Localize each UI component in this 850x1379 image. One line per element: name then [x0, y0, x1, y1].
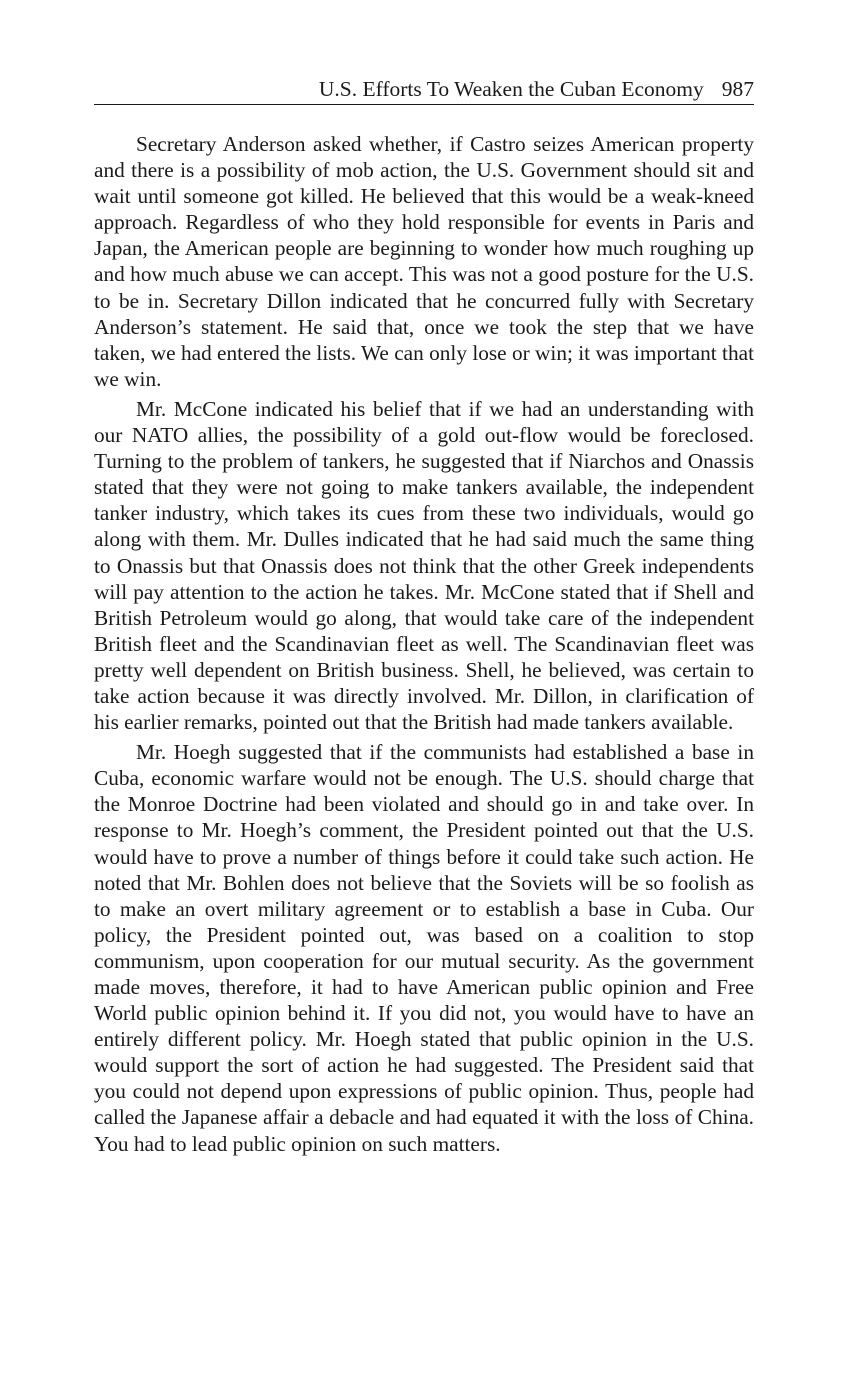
running-header	[94, 74, 754, 105]
header-title: U.S. Efforts To Weaken the Cuban Economy	[318, 77, 704, 101]
paragraph-anderson: Secretary Anderson asked whether, if Castro seizes American property and there is a possibility of mob action, the U.S. Government should sit and wait until someone got killed. He believed that this would be a weak-kneed approach. Regardless of who they hold responsible for events in Paris and Japan, the American people are beginning to wonder how much roughing up and how much abuse we can accept. This was not a good posture for the U.S. to be in. Secretary Dillon indicated that he concurred fully with Secretary Anderson’s statement. He said that, once we took the step that we have taken, we had entered the lists. We can only lose or win; it was important that we win.	[94, 132, 754, 391]
paragraph-hoegh: Mr. Hoegh suggested that if the communists had established a base in Cuba, economic warfare would not be enough. The U.S. should charge that the Monroe Doctrine had been violated and should go in and take over. In response to Mr. Hoegh’s comment, the President pointed out that the U.S. would have to prove a number of things before it could take such action. He noted that Mr. Bohlen does not believe that the Soviets will be so foolish as to make an overt military agreement or to establish a base in Cuba. Our policy, the President pointed out, was based on a coalition to stop communism, upon cooperation for our mutual security. As the government made moves, therefore, it had to have American public opinion and Free World public opinion behind it. If you did not, you would have to have an entirely different policy. Mr. Hoegh stated that public opinion in the U.S. would support the sort of action he had suggested. The President said that you could not depend upon expressions of public opinion. Thus, people had called the Japanese affair a debacle and had equated it with the loss of China. You had to lead public opinion on such matters.	[94, 740, 754, 1156]
paragraph-mccone: Mr. McCone indicated his belief that if we had an understanding with our NATO allies, the possibility of a gold out-flow would be foreclosed. Turning to the problem of tankers, he suggested that if Niarchos and Onassis stated that they were not going to make tankers available, the independent tanker industry, which takes its cues from these two individuals, would go along with them. Mr. Dulles indicated that he had said much the same thing to Onassis but that Onassis does not think that the other Greek independents will pay attention to the action he takes. Mr. McCone stated that if Shell and British Petroleum would go along, that would take care of the independent British fleet and the Scandinavian fleet as well. The Scandinavian fleet was pretty well dependent on British business. Shell, he believed, was certain to take action because it was directly involved. Mr. Dillon, in clarification of his earlier remarks, pointed out that the British had made tankers available.	[94, 396, 754, 735]
page-number: 987	[721, 77, 754, 101]
body-text	[94, 131, 754, 1161]
